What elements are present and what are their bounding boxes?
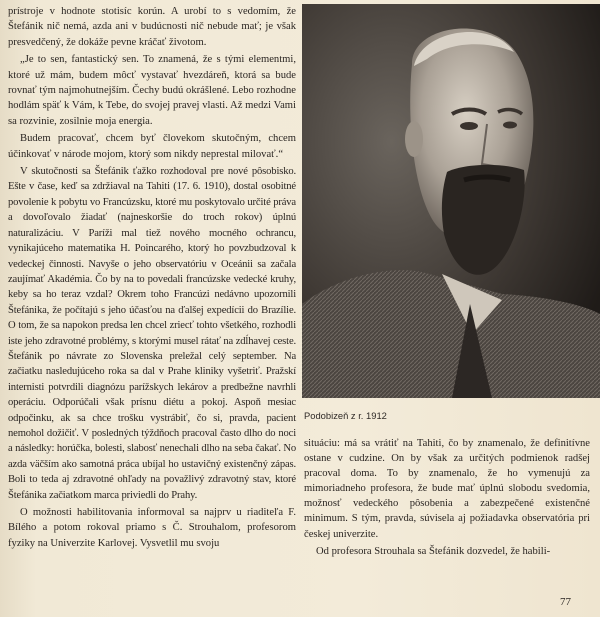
right-paragraph-2: Od profesora Strouhala sa Štefánik dozvedel, že habili- xyxy=(316,545,551,557)
paragraph-4: V skutočnosti sa Štefánik ťažko rozhodoval pre nové pôsobisko. Ešte v čase, keď sa zdržiaval na Tahiti (17. 6. 1910), dostal osobitné povolenie k pobytu vo Francúzsku, ktoré mu poskytovalo určité práva a dovoľovalo žiadať (najneskoršie do troch rokov) úplnú naturalizáciu. V Paríži mal tiež nového mocného ochrancu, vynikajúceho matematika H. Poincarého, ktorý ho povzbudzoval k vedeckej činnosti. Navyše o jeho observatóriu v Oceánii sa začala zaujímať Akadémia. Čo by na to povedali francúzske vedecké kruhy, keby sa ho teraz vzdal? Okrem toho Francúzi nedávno upozornili Štefánika, že počítajú s jeho účasťou na ďalšej expedícii do Brazílie. O tom, že sa napokon predsa len chcel zriecť tohto všetkého, rozhodli iste jeho zdravotné problémy, s ktorými musel rátať na zdĺhavej ceste. Štefánik po návrate zo Slovenska preležal celý september. Na začiatku nasledujúceho roka sa dal v Prahe kliniky vyšetriť. Pražskí internisti potvrdili diagnózu parížskych lekárov a predbežne navrhli operáciu. Odporúčali však prísnu diétu a pokoj. Aspoň mesiac odpočinku, ak sa chce trošku vystrábiť, čo si, pravda, pacient nemohol dožičiť. V posledných týždňoch pracoval často dlho do noci a následky: horúčka, bolesti, slabosť nenechali dlho na seba čakať. No azda väčším ako samotná práca ubíjal ho ustavičný existenčný zápas. Boli to teda aj zdravotné ohľady na považlivý zdravotný stav, ktoré Štefánika začiatkom marca priviedli do Prahy. xyxy=(8,166,296,501)
paragraph-5: O možnosti habilitovania informoval sa najprv u riaditeľa F. Bílého a potom rokoval priamo s Č. Strouhalom, profesorom fyziky na Univerzite Karlovej. Vysvetlil mu svoju xyxy=(8,507,296,549)
paragraph-2-quote: „Je to sen, fantastický sen. To znamená, že s tými elementmi, ktoré už mám, budem môcť vystavať hvezdáreň, ktorá sa bude rovnať tým najmohutnejším. Čechy budú okrášlené. Lebo rozhodne hodlám späť k Vám, k Tebe, do svojej pravej vlasti. Až medzi Vami sa rozvinie, zosilnie moja energia. xyxy=(8,54,296,127)
right-paragraph-1: situáciu: má sa vrátiť na Tahiti, čo by znamenalo, že definitívne ostane v cudzine. On by však za určitých podmienok radšej pracoval doma. To by znamenalo, že ho vymenujú za mimoriadneho profesora, že bude mať úplnú slobodu svedomia, možnosť vedeckého pôsobenia a zabezpečené existenčné minimum. S tým, pravda, súvisela aj požiadavka observatória pri českej univerzite. xyxy=(304,438,590,540)
photo-caption: Podobizeň z r. 1912 xyxy=(304,410,387,421)
portrait-illustration xyxy=(302,4,600,398)
paragraph-1: prístroje v hodnote stotisíc korún. A urobí to s vedomím, že Štefánik nič nemá, azda ani v budúcnosti nič nebude mať; je však presvedčený, že dokáže pevne kráčať životom. xyxy=(8,6,296,48)
paragraph-3-quote: Budem pracovať, chcem byť človekom skutočným, chcem účinkovať v národe mojom, ktorý som nikdy neprestal milovať.“ xyxy=(8,133,296,160)
left-text-column xyxy=(8,4,296,551)
page-number: 77 xyxy=(560,596,571,608)
right-text-column xyxy=(304,436,590,559)
portrait-photo xyxy=(302,4,600,398)
